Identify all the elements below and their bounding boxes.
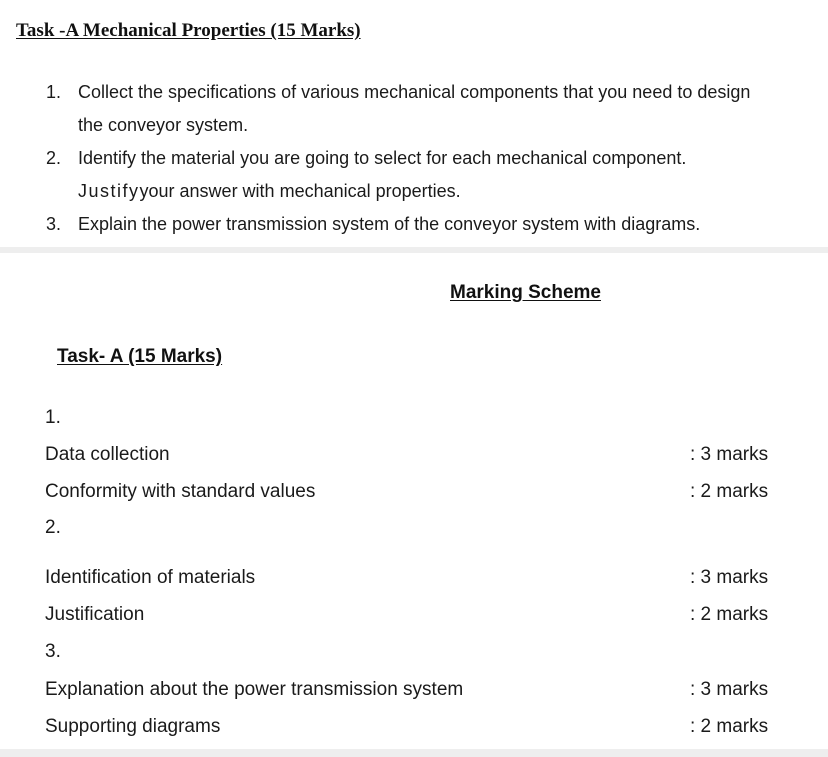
section-number: 3. xyxy=(45,641,61,662)
scheme-marks: : 3 marks xyxy=(690,679,769,700)
task-number: 1. xyxy=(46,82,62,102)
task-text: Collect the specifications of various mechanical components that you need to design xyxy=(78,82,751,102)
bottom-divider xyxy=(0,749,828,757)
scheme-label: Identification of materials xyxy=(45,567,256,588)
scheme-label: Supporting diagrams xyxy=(45,716,221,737)
section-number: 2. xyxy=(45,517,61,538)
scheme-row xyxy=(45,479,785,505)
task-list xyxy=(0,76,828,241)
scheme-row xyxy=(45,602,785,628)
scheme-label: Conformity with standard values xyxy=(45,481,316,502)
task-title: Task -A Mechanical Properties (15 Marks) xyxy=(16,20,361,41)
section-number: 1. xyxy=(45,407,61,428)
task-text-continued: the conveyor system. xyxy=(78,115,249,135)
justify-rest: your answer with mechanical properties. xyxy=(139,181,461,201)
task-item xyxy=(0,208,828,241)
task-text: Identify the material you are going to select for each mechanical component. xyxy=(78,148,687,168)
panel-divider xyxy=(0,247,828,253)
scheme-marks: : 2 marks xyxy=(690,604,769,625)
scheme-row xyxy=(45,565,785,591)
task-item xyxy=(0,142,828,208)
justify-word: Justify xyxy=(78,181,140,201)
scheme-row xyxy=(45,442,785,468)
task-text-continued xyxy=(78,175,828,208)
task-text: Explain the power transmission system of the conveyor system with diagrams. xyxy=(78,214,701,234)
scheme-marks: : 2 marks xyxy=(690,481,769,502)
scheme-marks: : 2 marks xyxy=(690,716,769,737)
scheme-label: Explanation about the power transmission system xyxy=(45,679,464,700)
task-item xyxy=(0,76,828,142)
task-number: 3. xyxy=(46,214,62,234)
scheme-marks: : 3 marks xyxy=(690,444,769,465)
task-a-title: Task- A (15 Marks) xyxy=(57,346,223,367)
scheme-row xyxy=(45,677,785,703)
scheme-label: Justification xyxy=(45,604,145,625)
task-number: 2. xyxy=(46,148,62,168)
scheme-marks: : 3 marks xyxy=(690,567,769,588)
scheme-label: Data collection xyxy=(45,444,170,465)
scheme-row xyxy=(45,714,785,740)
marking-scheme-title: Marking Scheme xyxy=(450,282,601,303)
